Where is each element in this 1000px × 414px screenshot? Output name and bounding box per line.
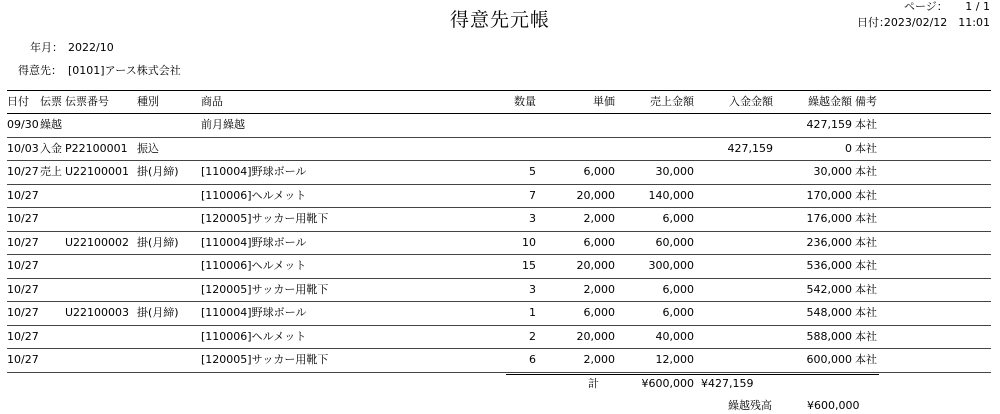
row-product: 前月繰越 — [201, 118, 245, 131]
col-price: 単価 — [593, 95, 615, 108]
col-type: 種別 — [137, 95, 159, 108]
row-date: 10/27 — [7, 212, 39, 225]
row-date: 10/27 — [7, 282, 39, 296]
page-title: 得意先元帳 — [449, 9, 550, 31]
table-row — [0, 279, 1000, 301]
row-balance: 548,000 — [806, 306, 852, 319]
col-kind: 伝票 — [40, 95, 62, 108]
row-slip-number: U22100001 — [65, 165, 130, 178]
row-type: 掛(月締) — [137, 235, 179, 249]
page-number: 1 / 1 — [965, 0, 990, 13]
totals-label: 計 — [588, 377, 599, 390]
row-sales: 300,000 — [648, 259, 694, 272]
customer-label: 得意先： — [18, 64, 62, 77]
row-date: 10/27 — [7, 329, 39, 343]
row-qty: 15 — [522, 259, 536, 272]
page-label: ページ： — [904, 0, 948, 13]
row-balance: 600,000 — [806, 353, 852, 366]
month-label: 年月： — [30, 41, 63, 54]
row-product: [110004]野球ボール — [201, 165, 307, 178]
row-qty: 6 — [529, 353, 536, 366]
table-row — [0, 161, 1000, 183]
row-balance: 0 — [845, 141, 852, 155]
table-row — [0, 349, 1000, 371]
row-balance: 170,000 — [806, 188, 852, 202]
row-date: 10/27 — [7, 235, 39, 249]
col-paid: 入金金額 — [729, 95, 773, 108]
col-qty: 数量 — [514, 95, 536, 108]
row-balance: 427,159 — [806, 118, 852, 131]
row-product: [120005]サッカー用靴下 — [201, 353, 329, 366]
row-sales: 6,000 — [662, 306, 694, 319]
row-qty: 3 — [529, 282, 536, 296]
row-product: [120005]サッカー用靴下 — [201, 282, 329, 296]
customer-value: [0101]アース株式会社 — [68, 64, 181, 77]
row-type: 振込 — [137, 141, 159, 155]
row-date: 10/27 — [7, 306, 39, 319]
row-kind: 繰越 — [40, 118, 62, 131]
row-product: [120005]サッカー用靴下 — [201, 212, 329, 225]
row-memo: 本社 — [855, 165, 877, 178]
row-memo: 本社 — [855, 235, 877, 249]
row-price: 20,000 — [576, 329, 615, 343]
row-balance: 176,000 — [806, 212, 852, 225]
month-value: 2022/10 — [68, 41, 114, 54]
row-product: [110006]ヘルメット — [201, 188, 307, 202]
row-sales: 12,000 — [655, 353, 694, 366]
row-memo: 本社 — [855, 329, 877, 343]
table-row — [0, 255, 1000, 277]
row-memo: 本社 — [855, 141, 877, 155]
row-sales: 30,000 — [655, 165, 694, 178]
row-balance: 30,000 — [813, 165, 852, 178]
row-kind: 入金 — [40, 141, 62, 155]
col-product: 商品 — [201, 95, 223, 108]
row-product: [110006]ヘルメット — [201, 259, 307, 272]
row-sales: 40,000 — [655, 329, 694, 343]
row-sales: 140,000 — [648, 188, 694, 202]
row-date: 10/27 — [7, 165, 39, 178]
row-price: 20,000 — [576, 259, 615, 272]
column-header — [0, 91, 1000, 113]
row-qty: 7 — [529, 188, 536, 202]
row-type: 掛(月締) — [137, 165, 179, 178]
row-memo: 本社 — [855, 259, 877, 272]
row-sales: 6,000 — [662, 212, 694, 225]
row-balance: 536,000 — [806, 259, 852, 272]
table-row — [0, 114, 1000, 136]
row-slip-number: P22100001 — [65, 141, 128, 155]
row-memo: 本社 — [855, 212, 877, 225]
row-qty: 2 — [529, 329, 536, 343]
row-qty: 1 — [529, 306, 536, 319]
col-memo: 備考 — [855, 95, 877, 108]
totals-paid: ¥427,159 — [701, 377, 754, 390]
row-qty: 3 — [529, 212, 536, 225]
table-row — [0, 232, 1000, 254]
row-divider — [7, 372, 991, 373]
row-sales: 60,000 — [655, 235, 694, 249]
table-row — [0, 208, 1000, 230]
table-row — [0, 302, 1000, 324]
row-date: 10/03 — [7, 141, 39, 155]
row-product: [110006]ヘルメット — [201, 329, 307, 343]
row-product: [110004]野球ボール — [201, 235, 307, 249]
row-kind: 売上 — [40, 165, 62, 178]
row-date: 10/27 — [7, 259, 39, 272]
row-price: 6,000 — [583, 235, 615, 249]
row-date: 10/27 — [7, 353, 39, 366]
totals-top-rule — [506, 374, 879, 375]
print-date-label: 日付： — [857, 16, 890, 29]
row-memo: 本社 — [855, 353, 877, 366]
totals-sales: ¥600,000 — [641, 377, 694, 390]
row-paid: 427,159 — [727, 141, 773, 155]
col-balance: 繰越金額 — [808, 95, 852, 108]
row-balance: 542,000 — [806, 282, 852, 296]
table-row — [0, 326, 1000, 348]
col-sales: 売上金額 — [650, 95, 694, 108]
col-date: 日付 — [7, 95, 29, 108]
row-price: 20,000 — [576, 188, 615, 202]
row-memo: 本社 — [855, 188, 877, 202]
row-qty: 10 — [522, 235, 536, 249]
row-price: 2,000 — [583, 212, 615, 225]
carry-balance-label: 繰越残高 — [728, 399, 772, 412]
row-slip-number: U22100002 — [65, 235, 130, 249]
table-row — [0, 185, 1000, 207]
row-price: 6,000 — [583, 165, 615, 178]
row-price: 2,000 — [583, 353, 615, 366]
row-price: 2,000 — [583, 282, 615, 296]
col-slip: 伝票番号 — [65, 95, 109, 108]
row-price: 6,000 — [583, 306, 615, 319]
carry-balance-value: ¥600,000 — [807, 399, 860, 412]
row-type: 掛(月締) — [137, 306, 179, 319]
row-memo: 本社 — [855, 282, 877, 296]
row-slip-number: U22100003 — [65, 306, 130, 319]
row-memo: 本社 — [855, 306, 877, 319]
row-date: 09/30 — [7, 118, 39, 131]
row-date: 10/27 — [7, 188, 39, 202]
row-balance: 588,000 — [806, 329, 852, 343]
table-row — [0, 138, 1000, 160]
print-date-value: 2023/02/12 11:01 — [883, 16, 990, 29]
row-qty: 5 — [529, 165, 536, 178]
row-product: [110004]野球ボール — [201, 306, 307, 319]
row-balance: 236,000 — [806, 235, 852, 249]
row-memo: 本社 — [855, 118, 877, 131]
row-sales: 6,000 — [662, 282, 694, 296]
